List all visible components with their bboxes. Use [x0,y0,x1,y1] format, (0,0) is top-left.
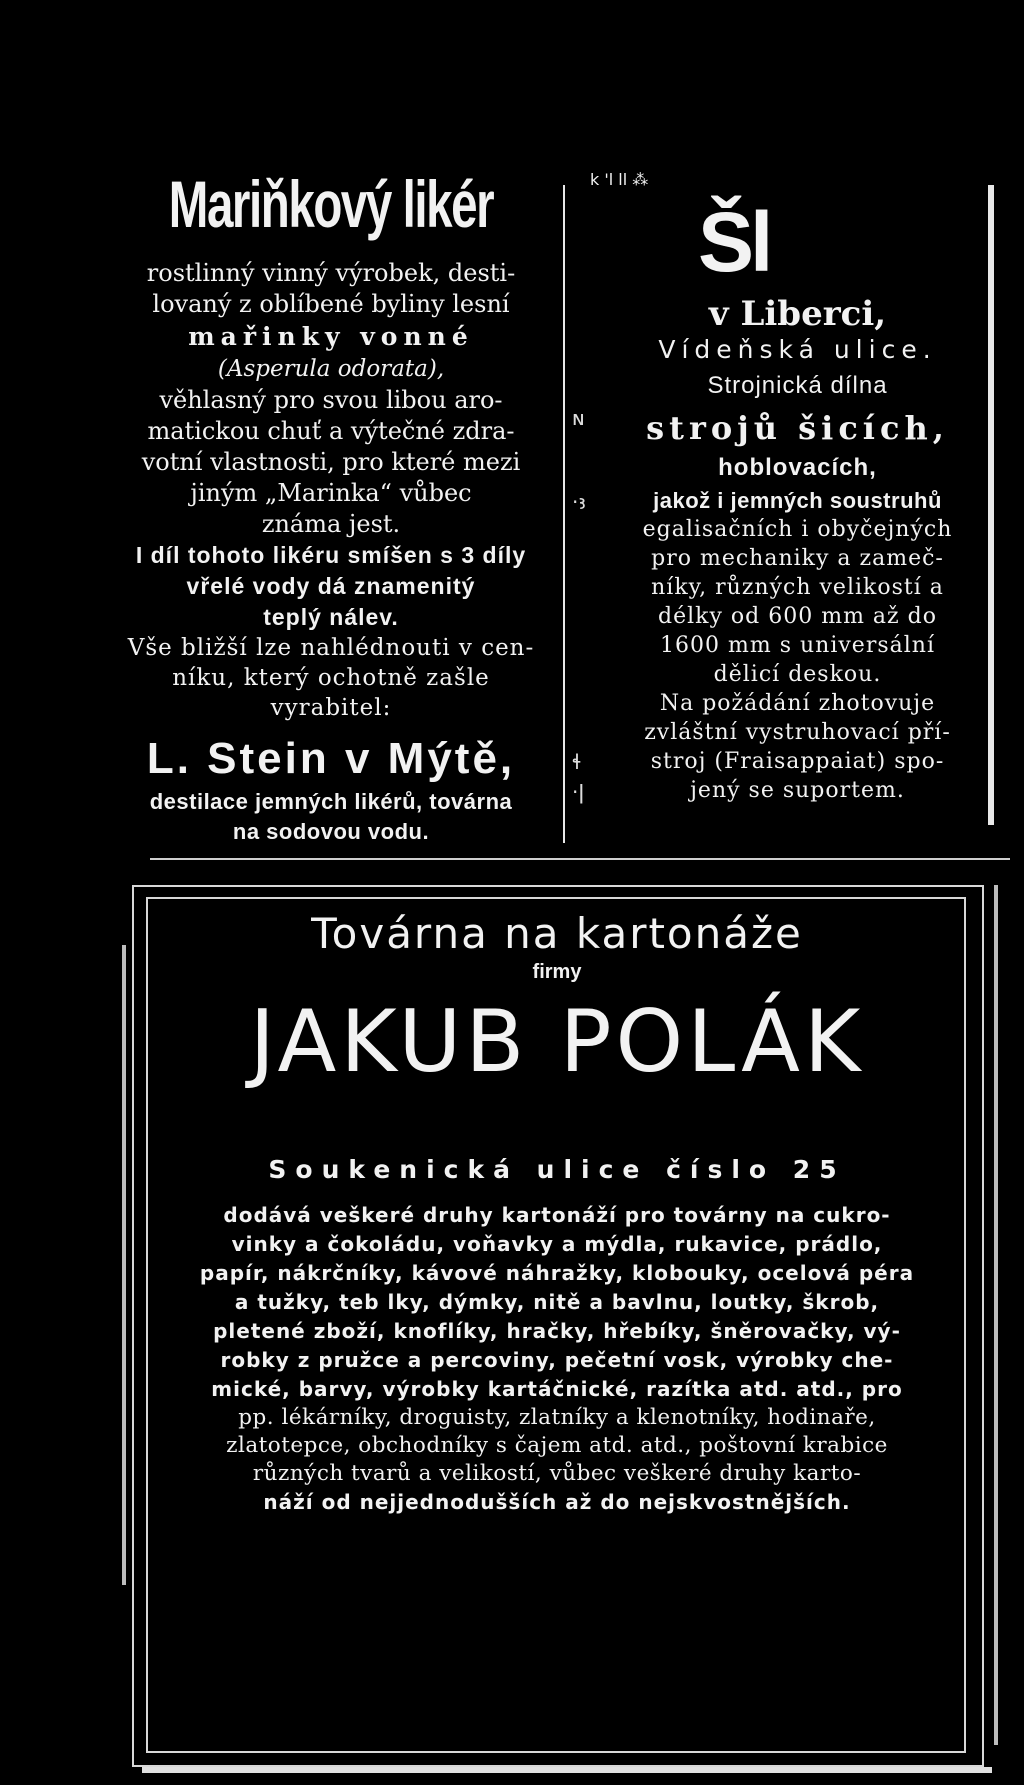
herb-name: mařinky vonné [188,322,474,351]
company-address: Soukenická ulice číslo 25 [268,1155,846,1184]
more-info-2: níku, který ochotně zašle [172,665,490,691]
product-line-11: náží od nejjednodušších až do nejskvostnějších. [263,1490,851,1514]
recipe-line-1: I díl tohoto likéru smíšen s 3 díly [135,542,527,568]
street-name: Vídeňská ulice. [658,335,937,364]
planing-heading: hoblovacích, [718,454,877,481]
liqueur-line-2: lovaný z oblíbené byliny lesní [152,290,510,318]
side-mark-2: ·ꜣ [572,490,586,514]
product-list [152,1193,962,1517]
product-line-8: pp. lékárníky, droguisty, zlatníky a klenotníky, hodinaře, [238,1405,876,1430]
liqueur-title: Mariňkový likér [168,167,494,241]
liqueur-description-3: votní vlastnosti, pro které mezi [141,448,521,476]
latin-name: (Asperula odorata), [217,356,445,382]
liberec-advertisement [572,170,985,805]
advert-content [152,907,962,1517]
liqueur-line-1: rostlinný vinný výrobek, desti- [146,259,516,287]
more-info-3: vyrabitel: [270,695,392,721]
body-line-3: pro mechaniky a zameč- [651,546,944,571]
body-line-5: délky od 600 mm až do [658,604,937,629]
body-line-4: níky, různých velikostí a [651,575,944,600]
product-line-9: zlatotepce, obchodníky s čajem atd. atd., poštovní krabice [226,1433,888,1458]
body-line-6: 1600 mm s universální [660,633,935,658]
body-line-9: zvláštní vystruhovací pří- [644,720,951,745]
product-line-7: mické, barvy, výrobky kartáčnické, razítka atd. atd., pro [211,1377,903,1401]
liqueur-description-2: matickou chuť a výtečné zdra- [147,417,515,445]
recipe-line-2: vřelé vody dá znamenitý [186,573,476,599]
liqueur-description-4: jiným „Marinka“ vůbec [190,479,472,507]
product-line-5: pletené zboží, knoflíky, hračky, hřebíky, šněrovačky, vý- [213,1319,901,1343]
company-name: JAKUB POLÁK [249,992,865,1092]
liqueur-description-1: věhlasný pro svou libou aro- [159,386,503,414]
body-line-10: stroj (Fraisappaiat) spo- [650,749,945,774]
body-line-8: Na požádání zhotovuje [659,691,936,716]
footer-line-2: na sodovou vodu. [232,819,430,844]
product-line-6: robky z pružce a percoviny, pečetní vosk, výrobky che- [220,1348,894,1372]
workshop-title: Strojnická dílna [707,372,888,399]
side-mark-3: ɬ [572,750,582,774]
more-info-1: Vše bližší lze nahlédnouti v cen- [127,635,535,661]
body-line-1: jakož i jemných soustruhů [653,488,942,513]
footer-line-1: destilace jemných likérů, továrna [149,789,513,814]
firm-logo: Šl [698,195,770,289]
right-rule [994,885,998,1745]
product-line-4: a tužky, teb lky, dýmky, nitě a bavlnu, loutky, škrob, [234,1290,880,1314]
right-border [988,185,994,825]
column-divider [563,185,565,843]
maker-name: L. Stein v Mýtě, [146,734,516,783]
city-name: v Liberci, [708,294,887,334]
recipe-line-3: teplý nálev. [263,604,399,630]
body-line-2: egalisačních i obyčejných [642,517,953,542]
product-line-2: vinky a čokoládu, voňavky a mýdla, rukavice, prádlo, [231,1232,883,1256]
product-line-1: dodává veškeré druhy kartonáží pro továrny na cukro- [223,1203,891,1227]
cardboard-factory-advertisement [132,885,984,1785]
left-rule [122,945,126,1585]
firm-word: firmy [532,961,582,983]
machines-heading: strojů šicích, [646,409,949,447]
side-mark-1: ɴ [572,406,585,430]
product-line-3: papír, nákrčníky, kávové náhražky, klobouky, ocelová péra [199,1261,915,1285]
factory-heading: Továrna na kartonáže [311,909,803,958]
top-marks: k 'l ll ⁂ [590,170,649,189]
side-mark-4: ·ǀ [572,780,585,804]
section-divider [150,858,1010,860]
body-line-7: dělicí deskou. [713,662,882,687]
bottom-rule [142,1767,992,1773]
body-line-11: jený se suportem. [690,778,905,803]
liqueur-description-5: známa jest. [261,510,401,538]
product-line-10: různých tvarů a velikostí, vůbec veškeré druhy karto- [252,1461,862,1486]
liqueur-advertisement [112,168,550,847]
